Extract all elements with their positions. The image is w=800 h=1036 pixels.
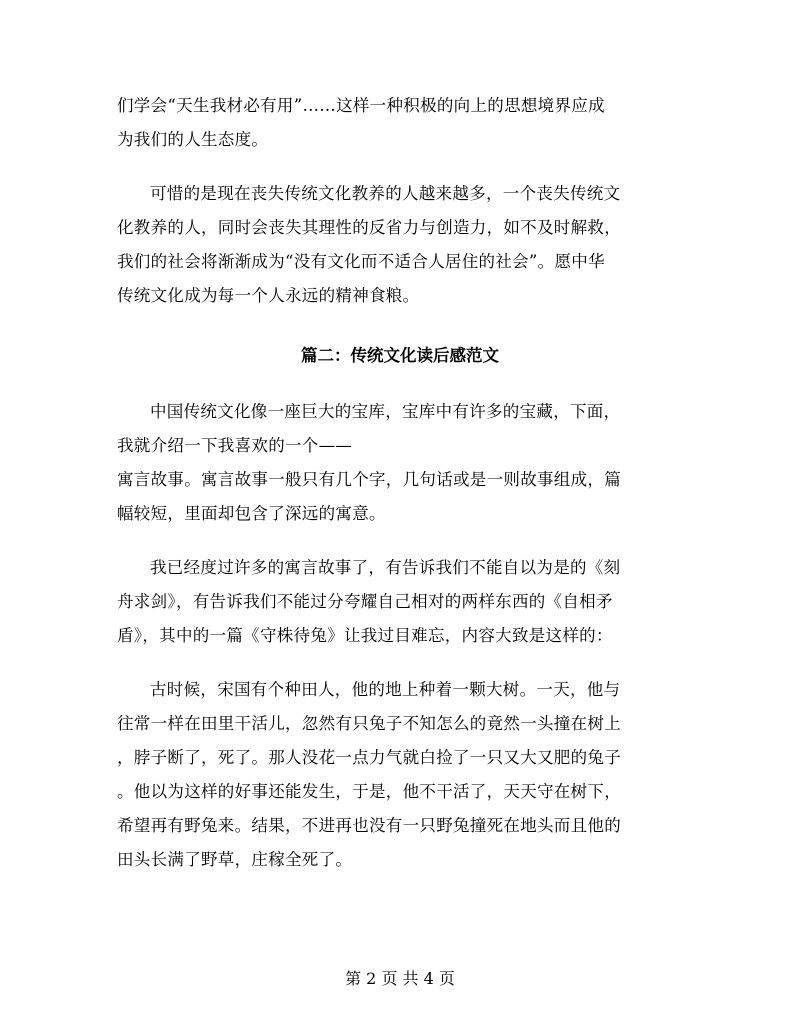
paragraph-line: 幅较短，里面却包含了深远的寓意。	[117, 504, 386, 523]
paragraph-line: 往常一样在田里干活儿，忽然有只兔子不知怎么的竟然一头撞在树上	[117, 714, 621, 733]
paragraph-line: 我们的社会将渐渐成为“没有文化而不适合人居住的社会”。愿中华	[117, 252, 605, 271]
paragraph-line: 可惜的是现在丧失传统文化教养的人越来越多，一个丧失传统文	[150, 184, 621, 203]
paragraph-line: 舟求剑》，有告诉我们不能过分夸耀自己相对的两样东西的《自相矛	[117, 592, 613, 611]
paragraph-line: 化教养的人，同时会丧失其理性的反省力与创造力，如不及时解救，	[117, 218, 621, 237]
paragraph-line: 田头长满了野草，庄稼全死了。	[117, 850, 353, 869]
paragraph-line: 为我们的人生态度。	[117, 130, 269, 149]
paragraph-line: 。他以为这样的好事还能发生，于是，他不干活了，天天守在树下，	[117, 782, 621, 801]
paragraph-line: 古时候，宋国有个种田人，他的地上种着一颗大树。一天，他与	[150, 680, 621, 699]
page-number: 第 2 页 共 4 页	[345, 969, 455, 988]
paragraph-line: 传统文化成为每一个人永远的精神食粮。	[117, 286, 420, 305]
paragraph-line: 们学会“天生我材必有用”……这样一种积极的向上的思想境界应成	[117, 96, 605, 115]
paragraph-line: ，脖子断了，死了。那人没花一点力气就白捡了一只又大又肥的兔子	[117, 748, 621, 767]
paragraph-line: 中国传统文化像一座巨大的宝库，宝库中有许多的宝藏，下面，	[150, 402, 621, 421]
section-heading: 篇二：传统文化读后感范文	[301, 346, 499, 365]
paragraph-line: 希望再有野兔来。结果，不进再也没有一只野兔撞死在地头而且他的	[117, 816, 621, 835]
paragraph-line: 寓言故事。寓言故事一般只有几个字，几句话或是一则故事组成，篇	[117, 470, 621, 489]
paragraph-line: 盾》，其中的一篇《守株待兔》让我过目难忘，内容大致是这样的：	[117, 626, 613, 645]
paragraph-line: 我就介绍一下我喜欢的一个——	[117, 436, 353, 455]
paragraph-line: 我已经度过许多的寓言故事了，有告诉我们不能自以为是的《刻	[150, 558, 621, 577]
